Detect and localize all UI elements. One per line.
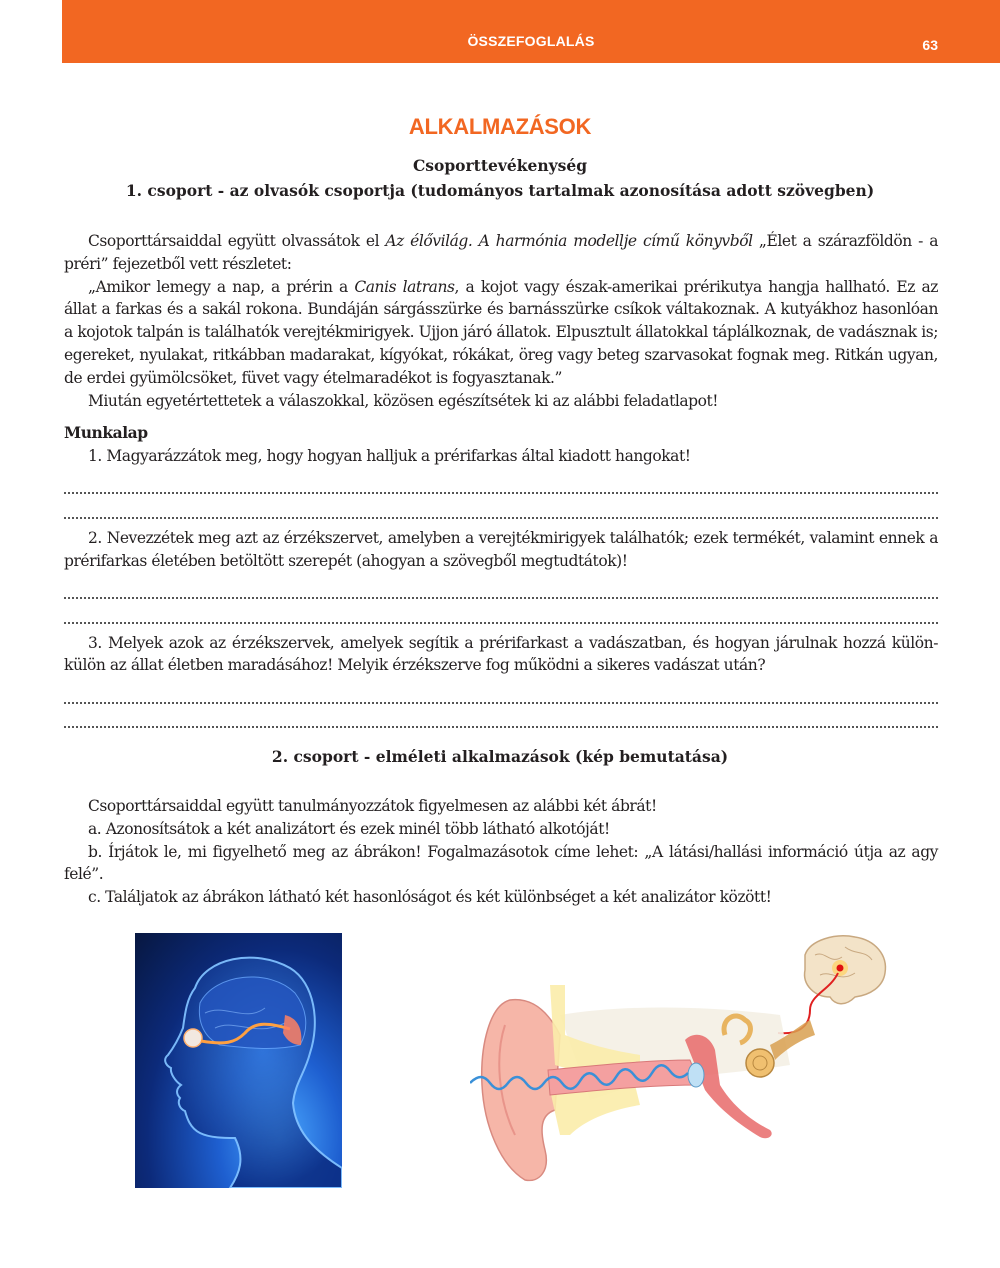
group1-section xyxy=(64,230,938,736)
task-a: a. Azonosítsátok a két analizátort és ezek minél több látható alkotóját! xyxy=(88,819,610,838)
instruction: Miután egyetértettetek a válaszokkal, közösen egészítsétek ki az alábbi feladatlapot! xyxy=(88,391,719,410)
group1-heading: 1. csoport - az olvasók csoportja (tudományos tartalmak azonosítása adott szövegben) xyxy=(125,181,875,200)
group2-heading: 2. csoport - elméleti alkalmazások (kép bemutatása) xyxy=(271,747,729,766)
header-bar xyxy=(62,0,1000,63)
task-b: b. Írjátok le, mi figyelhető meg az ábrákon! Fogalmazásotok címe lehet: „A látási/hallási információ útja az agy felé”. xyxy=(64,842,938,884)
question-1: 1. Magyarázzátok meg, hogy hogyan halljuk a prérifarkas által kiadott hangokat! xyxy=(88,447,691,466)
brain-icon xyxy=(805,936,886,1004)
question-3: 3. Melyek azok az érzékszervek, amelyek segítik a prérifarkast a vadászatban, és hogyan járulnak hozzá külön-külön az állat életben maradásához! Melyik érzékszerve fog működni a sikeres vadászat után? xyxy=(64,633,938,675)
task-c: c. Találjatok az ábrákon látható két hasonlóságot és két különbséget a két analizátor között! xyxy=(88,888,772,907)
page-number: 63 xyxy=(922,37,938,53)
auditory-pathway-figure xyxy=(470,925,910,1195)
question-2: 2. Nevezzétek meg azt az érzékszervet, amelyben a verejtékmirigyek találhatók; ezek termékét, valamint ennek a prérifarkas életében betöltött szerepét (ahogyan a szövegből megtudtátok)! xyxy=(64,528,938,570)
quote-paragraph xyxy=(64,276,938,390)
subtitle: Csoporttevékenység xyxy=(412,156,588,175)
answer-line[interactable] xyxy=(64,679,938,704)
answer-lines-3[interactable] xyxy=(64,679,938,728)
quote-text-end: , a kojot vagy észak-amerikai prérikutya hangja hallható. Ez az állat a farkas és a sakál rokona. Bundáján sárgásszürke és barnásszürke csíkok váltakoznak. A kutyákhoz hasonlóan a kojotok talpán is találhatók verejtékmirigyek. Ujjon járó állatok. Elpusztult állatokkal táplálkoznak, de vadásznak is; egereket, nyulakat, ritkábban madarakat, kígyókat, rókákat, öreg vagy beteg szarvasokat fognak meg. Ritkán ugyan, de erdei gyümölcsöket, füvet vagy ételmaradékot is fogyasztanak.” xyxy=(64,277,938,387)
answer-line[interactable] xyxy=(64,575,938,600)
head-silhouette-icon xyxy=(135,933,342,1188)
intro-text-end: „Élet a szárazföldön - a préri” fejezetből vett részletet: xyxy=(64,232,938,273)
answer-line[interactable] xyxy=(64,704,938,729)
visual-pathway-figure xyxy=(135,933,342,1188)
intro-text: Csoporttársaiddal együtt olvassátok el xyxy=(88,232,386,250)
answer-line[interactable] xyxy=(64,470,938,495)
answer-lines-1[interactable] xyxy=(64,470,938,519)
answer-lines-2[interactable] xyxy=(64,575,938,624)
page-title: ALKALMAZÁSOK xyxy=(408,114,592,139)
answer-line[interactable] xyxy=(64,599,938,624)
ear-anatomy-icon xyxy=(470,925,910,1195)
species-name: Canis latrans xyxy=(354,277,455,296)
group2-section xyxy=(64,795,938,909)
section-title: ÖSSZEFOGLALÁS xyxy=(467,33,595,49)
worksheet-label: Munkalap xyxy=(64,423,148,443)
intro-paragraph xyxy=(64,230,938,276)
book-title: Az élővilág. A harmónia modellje című könyvből xyxy=(385,232,753,250)
answer-line[interactable] xyxy=(64,494,938,519)
quote-text: „Amikor lemegy a nap, a prérin a xyxy=(88,277,355,296)
group2-intro: Csoporttársaiddal együtt tanulmányozzátok figyelmesen az alábbi két ábrát! xyxy=(88,797,657,815)
